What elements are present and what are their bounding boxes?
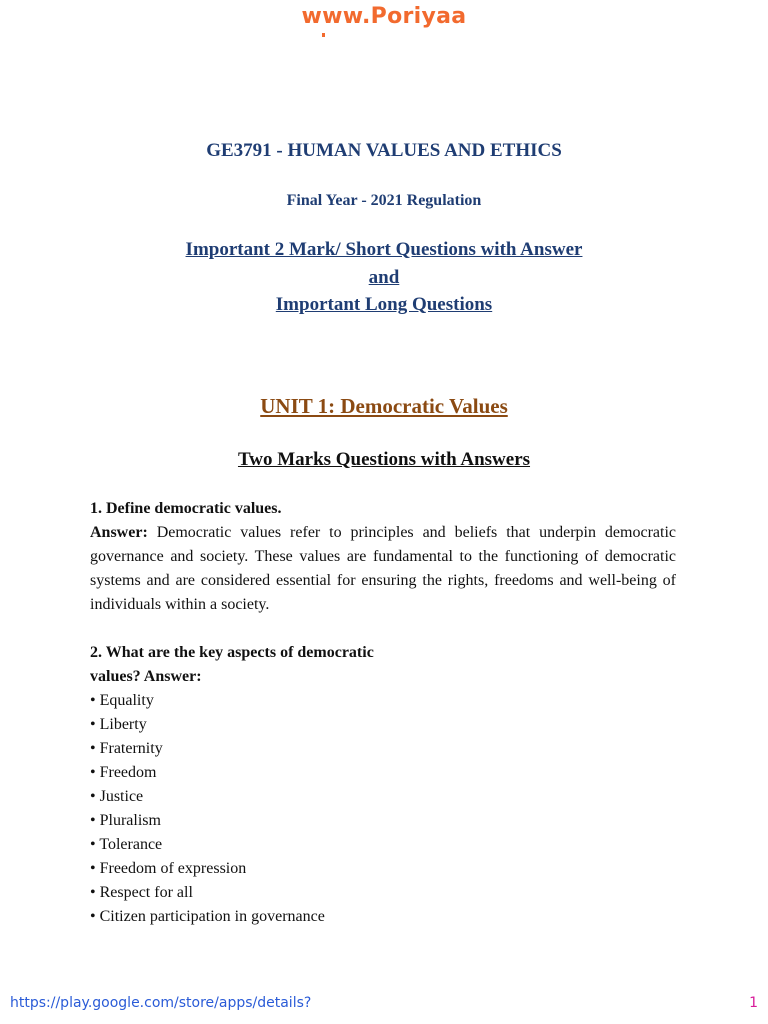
important-line-2: and [368, 267, 400, 288]
footer-link[interactable]: https://play.google.com/store/apps/details? [10, 995, 312, 1011]
list-item: • Freedom of expression [90, 860, 247, 877]
list-item: • Pluralism [90, 812, 161, 829]
course-title: GE3791 - HUMAN VALUES AND ETHICS [206, 140, 562, 161]
answer-1 [90, 521, 676, 617]
list-item: • Citizen participation in governance [90, 908, 325, 925]
answer-1-label: Answer: [90, 524, 148, 541]
spacer [90, 617, 676, 641]
list-item: • Respect for all [90, 884, 193, 901]
unit-title: UNIT 1: Democratic Values [260, 394, 508, 418]
page-number: 1 [749, 995, 758, 1011]
section-title: Two Marks Questions with Answers [237, 449, 531, 470]
site-header[interactable]: www.Poriyaa [301, 4, 467, 29]
list-item: • Tolerance [90, 836, 163, 853]
list-item: • Justice [90, 788, 144, 805]
questions-content [90, 497, 676, 929]
list-item: • Equality [90, 692, 154, 709]
answer-1-text: Democratic values refer to principles and beliefs that underpin democratic governance and society. These values are fundamental to the functioning of democratic systems and are considered essential for ensuring the rights, freedoms and well-being of individuals within a society. [90, 524, 676, 613]
answer-2-list [90, 689, 676, 929]
header-cut-mark [322, 33, 325, 37]
question-2-line-1: 2. What are the key aspects of democratic [90, 644, 374, 661]
important-line-1: Important 2 Mark/ Short Questions with Answer [185, 239, 583, 260]
list-item: • Liberty [90, 716, 147, 733]
question-2-line-2: values? Answer: [90, 668, 202, 685]
important-line-3: Important Long Questions [275, 294, 493, 315]
course-subtitle: Final Year - 2021 Regulation [286, 192, 482, 209]
list-item: • Fraternity [90, 740, 163, 757]
question-1: 1. Define democratic values. [90, 500, 282, 517]
list-item: • Freedom [90, 764, 157, 781]
